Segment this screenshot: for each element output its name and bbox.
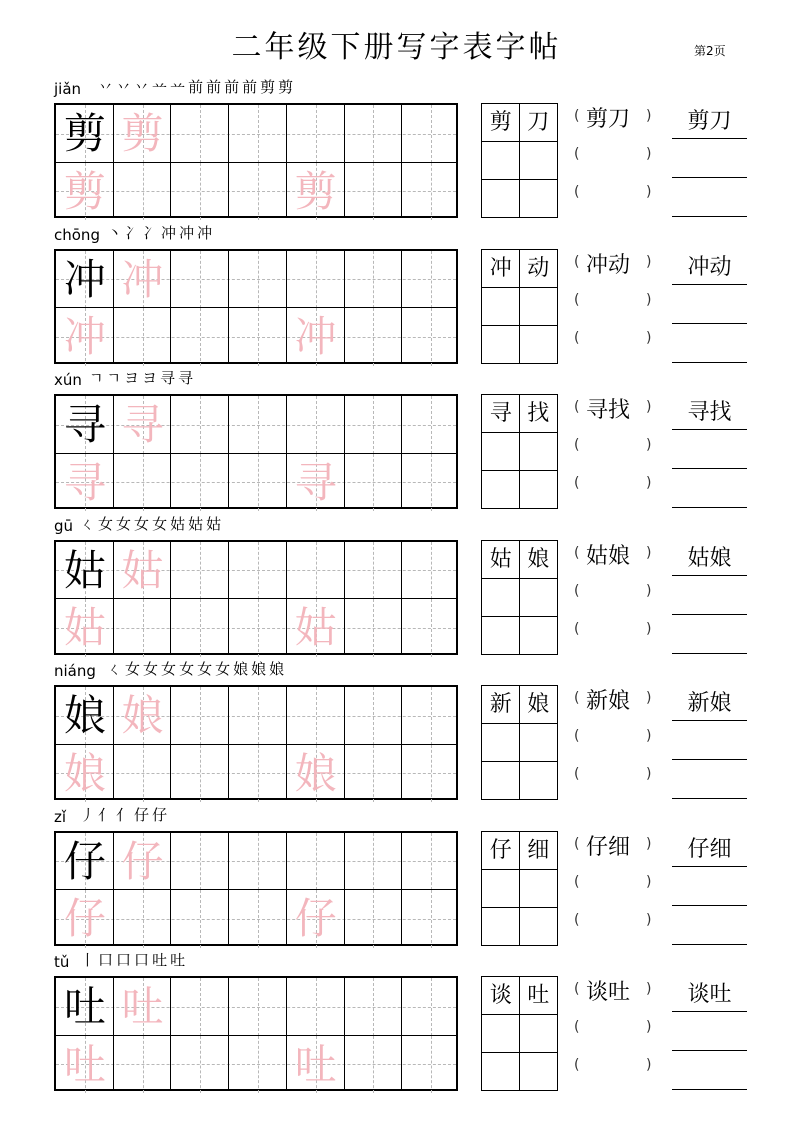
- stroke-step: 前: [188, 78, 207, 96]
- paren-open: (: [574, 329, 580, 346]
- stroke-step: 女: [143, 660, 162, 678]
- stroke-step: 剪: [278, 78, 297, 96]
- cell-divider: [401, 978, 402, 1089]
- stroke-step: 女: [116, 514, 135, 533]
- writing-line: [672, 866, 747, 867]
- trace-character: 吐: [294, 1039, 337, 1089]
- stroke-step: 娘: [251, 660, 270, 678]
- cell-divider: [482, 907, 557, 908]
- paren-open: (: [574, 437, 580, 453]
- pinyin-label: zǐ: [54, 807, 67, 826]
- paren-close: ): [646, 728, 652, 744]
- paren-word: 新娘: [586, 689, 631, 714]
- practice-row: [0, 662, 793, 808]
- stroke-step: ㄱ: [106, 369, 124, 387]
- word-character: 谈: [489, 983, 512, 1008]
- paren-open: (: [574, 184, 580, 200]
- model-character: 寻: [63, 400, 106, 449]
- stroke-step: 女: [152, 514, 171, 533]
- practice-row: [0, 953, 793, 1099]
- paren-open: (: [574, 253, 580, 270]
- word-character: 仔: [489, 837, 512, 863]
- guide-line: [56, 482, 456, 483]
- writing-grid: [54, 976, 458, 1091]
- word-grid: [481, 394, 558, 509]
- guide-line: [56, 628, 456, 629]
- paren-close: ): [646, 475, 652, 491]
- stroke-step: 䒑: [152, 78, 171, 96]
- trace-character: 冲: [294, 312, 337, 361]
- paren-close: ): [646, 544, 652, 561]
- paren-word: 姑娘: [586, 543, 631, 569]
- practice-row: [0, 80, 793, 226]
- trace-character: 姑: [121, 545, 164, 595]
- writing-grid: [54, 831, 458, 946]
- paren-open: (: [574, 582, 580, 599]
- trace-character: 寻: [121, 400, 164, 449]
- underline-word: 剪刀: [687, 109, 732, 134]
- writing-line: [672, 216, 747, 217]
- writing-grid: [54, 394, 458, 509]
- writing-line: [672, 177, 747, 178]
- stroke-step: ヨ: [142, 369, 161, 387]
- stroke-step: 寻: [160, 369, 179, 387]
- stroke-order: [80, 951, 188, 969]
- practice-row: [0, 514, 793, 663]
- stroke-step: 冲: [161, 223, 180, 242]
- paren-open: (: [574, 835, 580, 852]
- trace-character: 娘: [294, 748, 337, 798]
- cell-divider: [228, 542, 229, 653]
- paren-word: 仔细: [586, 834, 631, 860]
- writing-line: [672, 1011, 747, 1012]
- stroke-step: 女: [179, 660, 198, 678]
- word-grid: [481, 103, 558, 218]
- cell-divider: [482, 761, 557, 762]
- trace-character: 冲: [121, 254, 164, 304]
- trace-character: 寻: [294, 457, 337, 507]
- underline-word: 姑娘: [687, 545, 732, 571]
- cell-divider: [482, 179, 557, 180]
- word-character: 姑: [489, 546, 512, 572]
- trace-character: 仔: [121, 836, 164, 886]
- stroke-step: 女: [134, 514, 153, 533]
- cell-divider: [228, 978, 229, 1089]
- paren-close: ): [646, 835, 652, 852]
- page-title: 二年级下册写字表字帖: [231, 30, 562, 65]
- word-grid: [481, 831, 558, 946]
- paren-close: ): [646, 437, 652, 453]
- paren-close: ): [646, 690, 652, 706]
- trace-character: 吐: [121, 982, 164, 1031]
- stroke-step: 亻: [116, 805, 135, 824]
- writing-line: [672, 362, 747, 363]
- stroke-order: [89, 369, 196, 387]
- paren-word: 剪刀: [586, 107, 631, 132]
- underline-word: 新娘: [687, 691, 732, 716]
- stroke-step: 吐: [152, 951, 171, 969]
- paren-close: ): [646, 911, 652, 928]
- stroke-step: 剪: [260, 78, 279, 96]
- paren-close: ): [646, 184, 652, 200]
- writing-grid: [54, 540, 458, 655]
- paren-word: 谈吐: [586, 980, 631, 1005]
- stroke-order: [98, 78, 296, 96]
- word-character: 刀: [527, 110, 550, 135]
- model-character: 冲: [63, 254, 106, 304]
- word-character: 吐: [527, 983, 550, 1008]
- paren-open: (: [574, 1019, 580, 1035]
- paren-open: (: [574, 1057, 580, 1073]
- stroke-step: 丶: [107, 223, 126, 242]
- stroke-order: [107, 660, 287, 678]
- stroke-step: 仔: [152, 805, 171, 824]
- stroke-step: ㄑ: [80, 514, 99, 533]
- stroke-step: 冲: [179, 223, 198, 242]
- stroke-step: 丷: [98, 78, 117, 96]
- writing-line: [672, 1089, 747, 1090]
- pinyin-label: tǔ: [54, 953, 70, 971]
- page-number: 第2页: [694, 44, 726, 58]
- writing-line: [672, 614, 747, 615]
- word-character: 动: [527, 255, 550, 281]
- word-grid: [481, 249, 558, 364]
- underline-word: 寻找: [687, 400, 732, 425]
- cell-divider: [401, 396, 402, 507]
- stroke-step: 女: [125, 660, 144, 678]
- stroke-step: 丷: [134, 78, 153, 96]
- underline-word: 仔细: [687, 836, 732, 862]
- model-character: 剪: [63, 109, 106, 158]
- word-character: 冲: [489, 255, 512, 281]
- paren-close: ): [646, 1019, 652, 1035]
- writing-line: [672, 507, 747, 508]
- paren-open: (: [574, 475, 580, 491]
- stroke-step: 寻: [178, 369, 197, 387]
- word-character: 寻: [489, 401, 512, 426]
- cell-divider: [401, 542, 402, 653]
- pinyin-label: gū: [54, 516, 74, 535]
- paren-open: (: [574, 728, 580, 744]
- stroke-step: ヨ: [124, 369, 143, 387]
- stroke-step: 丷: [116, 78, 135, 96]
- stroke-step: 吐: [170, 951, 189, 969]
- word-character: 娘: [527, 546, 550, 572]
- pinyin-label: chōng: [54, 225, 100, 244]
- writing-line: [672, 653, 747, 654]
- paren-word: 寻找: [586, 398, 631, 423]
- cell-divider: [401, 833, 402, 944]
- paren-close: ): [646, 108, 652, 124]
- stroke-step: 仔: [134, 805, 153, 824]
- paren-open: (: [574, 291, 580, 308]
- cell-divider: [228, 396, 229, 507]
- cell-divider: [482, 1052, 557, 1053]
- practice-row: [0, 805, 793, 954]
- writing-line: [672, 575, 747, 576]
- paren-open: (: [574, 146, 580, 162]
- guide-line: [56, 1064, 456, 1065]
- stroke-order: [80, 515, 224, 533]
- paren-open: (: [574, 690, 580, 706]
- pinyin-label: jiǎn: [54, 80, 82, 98]
- word-character: 剪: [489, 110, 512, 135]
- stroke-step: 娘: [233, 660, 252, 678]
- cell-divider: [401, 687, 402, 798]
- cell-divider: [228, 105, 229, 216]
- trace-character: 寻: [63, 457, 106, 507]
- paren-open: (: [574, 981, 580, 997]
- stroke-step: 冫: [125, 223, 144, 242]
- trace-character: 姑: [63, 603, 106, 652]
- paren-close: ): [646, 1057, 652, 1073]
- stroke-step: 䒑: [170, 78, 189, 96]
- stroke-step: 丨: [80, 951, 99, 969]
- word-character: 新: [489, 692, 512, 717]
- pinyin-label: xún: [54, 371, 82, 389]
- paren-close: ): [646, 253, 652, 270]
- model-character: 姑: [63, 545, 106, 595]
- model-character: 仔: [63, 836, 106, 886]
- stroke-step: 姑: [206, 514, 225, 533]
- trace-character: 剪: [121, 109, 164, 158]
- trace-character: 吐: [63, 1039, 106, 1089]
- trace-character: 娘: [63, 748, 106, 798]
- word-character: 细: [527, 837, 550, 863]
- writing-line: [672, 138, 747, 139]
- underline-word: 谈吐: [687, 982, 732, 1007]
- model-character: 吐: [63, 982, 106, 1031]
- stroke-step: 姑: [170, 514, 189, 533]
- stroke-step: 女: [161, 660, 180, 678]
- writing-line: [672, 759, 747, 760]
- word-grid: [481, 976, 558, 1091]
- paren-close: ): [646, 399, 652, 415]
- writing-line: [672, 798, 747, 799]
- stroke-step: 娘: [269, 660, 288, 678]
- paren-open: (: [574, 544, 580, 561]
- writing-line: [672, 720, 747, 721]
- cell-divider: [228, 687, 229, 798]
- writing-line: [672, 468, 747, 469]
- paren-close: ): [646, 620, 652, 637]
- paren-close: ): [646, 873, 652, 890]
- stroke-step: ㄱ: [89, 369, 107, 387]
- stroke-step: 丿: [80, 805, 99, 824]
- stroke-order: [107, 224, 215, 242]
- underline-word: 冲动: [687, 254, 732, 280]
- stroke-step: 亻: [98, 805, 117, 824]
- paren-open: (: [574, 620, 580, 637]
- writing-grid: [54, 685, 458, 800]
- writing-line: [672, 944, 747, 945]
- cell-divider: [228, 251, 229, 362]
- paren-open: (: [574, 108, 580, 124]
- word-grid: [481, 540, 558, 655]
- stroke-step: ㄑ: [107, 660, 126, 678]
- stroke-step: 口: [134, 951, 153, 969]
- paren-word: 冲动: [586, 252, 631, 278]
- cell-divider: [401, 251, 402, 362]
- guide-line: [56, 337, 456, 338]
- stroke-step: 冫: [143, 223, 162, 242]
- guide-line: [56, 773, 456, 774]
- trace-character: 剪: [63, 166, 106, 216]
- stroke-step: 口: [116, 951, 135, 969]
- paren-open: (: [574, 766, 580, 782]
- practice-row: [0, 371, 793, 517]
- stroke-step: 冲: [197, 223, 216, 242]
- paren-open: (: [574, 399, 580, 415]
- pinyin-label: niáng: [54, 662, 96, 680]
- practice-row: [0, 223, 793, 372]
- writing-line: [672, 323, 747, 324]
- stroke-step: 前: [224, 78, 243, 96]
- writing-grid: [54, 249, 458, 364]
- trace-character: 娘: [121, 691, 164, 740]
- writing-line: [672, 905, 747, 906]
- paren-close: ): [646, 329, 652, 346]
- writing-grid: [54, 103, 458, 218]
- paren-close: ): [646, 766, 652, 782]
- trace-character: 仔: [294, 894, 337, 943]
- cell-divider: [482, 325, 557, 326]
- trace-character: 姑: [294, 603, 337, 652]
- trace-character: 仔: [63, 894, 106, 943]
- paren-open: (: [574, 873, 580, 890]
- guide-line: [56, 919, 456, 920]
- stroke-step: 姑: [188, 514, 207, 533]
- stroke-step: 女: [197, 660, 216, 678]
- paren-open: (: [574, 911, 580, 928]
- paren-close: ): [646, 981, 652, 997]
- writing-line: [672, 1050, 747, 1051]
- paren-close: ): [646, 291, 652, 308]
- trace-character: 剪: [294, 166, 337, 216]
- stroke-order: [80, 806, 170, 824]
- cell-divider: [228, 833, 229, 944]
- trace-character: 冲: [63, 312, 106, 361]
- cell-divider: [482, 470, 557, 471]
- stroke-step: 前: [206, 78, 225, 96]
- word-grid: [481, 685, 558, 800]
- stroke-step: 前: [242, 78, 261, 96]
- writing-line: [672, 284, 747, 285]
- paren-close: ): [646, 582, 652, 599]
- stroke-step: 女: [98, 514, 117, 533]
- guide-line: [56, 191, 456, 192]
- writing-line: [672, 429, 747, 430]
- cell-divider: [401, 105, 402, 216]
- stroke-step: 口: [98, 951, 117, 969]
- word-character: 娘: [527, 692, 550, 717]
- stroke-step: 女: [215, 660, 234, 678]
- cell-divider: [482, 616, 557, 617]
- word-character: 找: [527, 401, 550, 426]
- model-character: 娘: [63, 691, 106, 740]
- paren-close: ): [646, 146, 652, 162]
